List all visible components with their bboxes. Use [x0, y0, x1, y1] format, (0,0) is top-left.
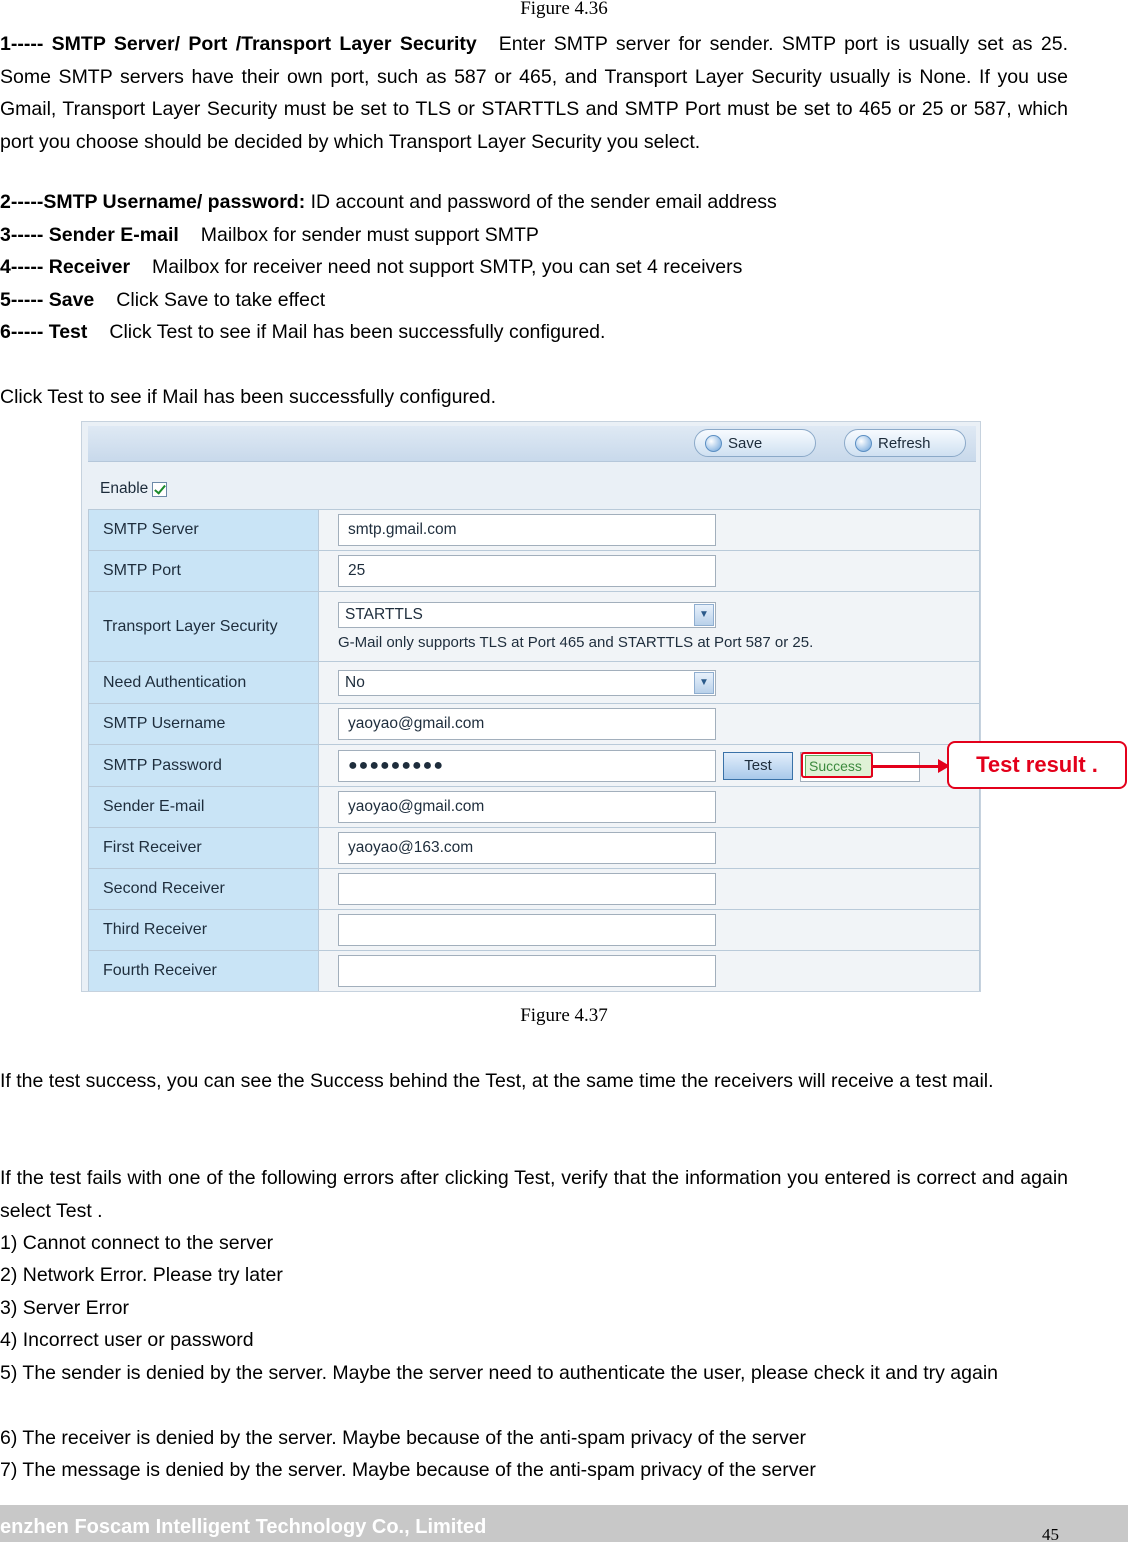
smtp-port-input[interactable]: 25 — [338, 555, 716, 587]
row-tls — [89, 592, 980, 662]
sender-input[interactable]: yaoyao@gmail.com — [338, 791, 716, 823]
fourth-receiver-input[interactable] — [338, 955, 716, 987]
smtp-password-label: SMTP Password — [89, 745, 319, 787]
item4-paragraph — [0, 251, 1068, 284]
chevron-down-icon: ▼ — [694, 604, 714, 626]
row-need-auth — [89, 662, 980, 704]
success-highlight — [801, 752, 873, 778]
item2-text: ID account and password of the sender email address — [305, 191, 777, 213]
error-item: 6) The receiver is denied by the server. Maybe because of the anti-spam privacy of the server — [0, 1427, 807, 1449]
tls-label: Transport Layer Security — [89, 592, 319, 662]
item3-text: Mailbox for sender must support SMTP — [200, 224, 539, 246]
test-result-callout: Test result . — [947, 741, 1127, 789]
page-number: 45 — [1042, 1525, 1059, 1542]
lead-paragraph: Click Test to see if Mail has been successfully configured. — [0, 386, 497, 408]
error-item: 3) Server Error — [0, 1297, 129, 1319]
smtp-server-label: SMTP Server — [89, 510, 319, 551]
row-smtp-server — [89, 510, 980, 551]
mail-settings-panel — [81, 421, 981, 992]
row-sender — [89, 787, 980, 828]
need-auth-select[interactable]: No ▼ — [338, 670, 716, 696]
row-smtp-username — [89, 704, 980, 745]
error-item: 1) Cannot connect to the server — [0, 1232, 274, 1254]
row-third-receiver — [89, 910, 980, 951]
sender-label: Sender E-mail — [89, 787, 319, 828]
enable-row — [100, 480, 167, 498]
footer-company: enzhen Foscam Intelligent Technology Co., Limited — [0, 1516, 487, 1538]
third-receiver-input[interactable] — [338, 914, 716, 946]
item2-paragraph — [0, 186, 1068, 219]
third-receiver-label: Third Receiver — [89, 910, 319, 951]
tls-select[interactable]: STARTTLS ▼ — [338, 602, 716, 628]
second-receiver-input[interactable] — [338, 873, 716, 905]
item3-key: 3----- Sender E-mail — [0, 224, 179, 246]
smtp-port-label: SMTP Port — [89, 551, 319, 592]
item6-paragraph — [0, 316, 1068, 349]
refresh-button[interactable]: Refresh — [844, 429, 966, 457]
save-button[interactable]: Save — [694, 429, 816, 457]
error-item: 2) Network Error. Please try later — [0, 1264, 283, 1286]
mail-form — [88, 509, 980, 992]
tls-hint: G-Mail only supports TLS at Port 465 and STARTTLS at Port 587 or 25. — [338, 634, 814, 651]
save-icon — [705, 435, 722, 452]
test-button[interactable]: Test — [723, 752, 793, 780]
smtp-server-input[interactable]: smtp.gmail.com — [338, 514, 716, 546]
error-item: 4) Incorrect user or password — [0, 1329, 254, 1351]
enable-label: Enable — [100, 480, 149, 497]
first-receiver-input[interactable]: yaoyao@163.com — [338, 832, 716, 864]
figure-caption-middle: Figure 4.37 — [520, 1005, 608, 1026]
item6-key: 6----- Test — [0, 321, 88, 343]
smtp-username-label: SMTP Username — [89, 704, 319, 745]
first-receiver-label: First Receiver — [89, 828, 319, 869]
second-receiver-label: Second Receiver — [89, 869, 319, 910]
enable-checkbox[interactable] — [152, 482, 167, 497]
fourth-receiver-label: Fourth Receiver — [89, 951, 319, 992]
need-auth-label: Need Authentication — [89, 662, 319, 704]
item1-text: Enter SMTP server for sender. SMTP port is usually set as 25. Some SMTP servers have their own port, such as 587 or 465, and Transport Layer Security usually is None. If you use Gmail, Transport Layer Security must be set to TLS or STARTTLS and SMTP Port must be set to 465 or 25 or 587, which port you choose should be decided by which Transport Layer Security you select. — [0, 33, 1068, 153]
error-item: 7) The message is denied by the server. Maybe because of the anti-spam privacy of the server — [0, 1459, 816, 1481]
success-badge: Success — [805, 755, 873, 777]
item5-paragraph — [0, 284, 1068, 317]
item1-key: 1----- SMTP Server/ Port /Transport Layer Security — [0, 33, 477, 55]
smtp-username-input[interactable]: yaoyao@gmail.com — [338, 708, 716, 740]
item4-key: 4----- Receiver — [0, 256, 131, 278]
row-first-receiver — [89, 828, 980, 869]
row-second-receiver — [89, 869, 980, 910]
row-fourth-receiver — [89, 951, 980, 992]
annotation-arrow-line — [871, 765, 943, 768]
item5-key: 5----- Save — [0, 289, 95, 311]
error-item: 5) The sender is denied by the server. Maybe the server need to authenticate the user, please check it and try again — [0, 1362, 998, 1384]
item2-key: 2-----SMTP Username/ password: — [0, 191, 306, 213]
refresh-icon — [855, 435, 872, 452]
row-smtp-port — [89, 551, 980, 592]
chevron-down-icon: ▼ — [694, 672, 714, 694]
item3-paragraph — [0, 219, 1068, 252]
figure-caption-top: Figure 4.36 — [520, 0, 608, 19]
fail-paragraph: If the test fails with one of the following errors after clicking Test, verify that the information you entered is correct and again select Test . — [0, 1167, 1068, 1222]
item5-text: Click Save to take effect — [116, 289, 326, 311]
toolbar — [88, 426, 976, 462]
smtp-password-input[interactable]: ●●●●●●●●● — [338, 750, 716, 782]
success-paragraph: If the test success, you can see the Success behind the Test, at the same time the receivers will receive a test mail. — [0, 1070, 994, 1092]
item6-text: Click Test to see if Mail has been successfully configured. — [109, 321, 606, 343]
item1-paragraph — [0, 28, 1068, 158]
item4-text: Mailbox for receiver need not support SMTP, you can set 4 receivers — [152, 256, 743, 278]
